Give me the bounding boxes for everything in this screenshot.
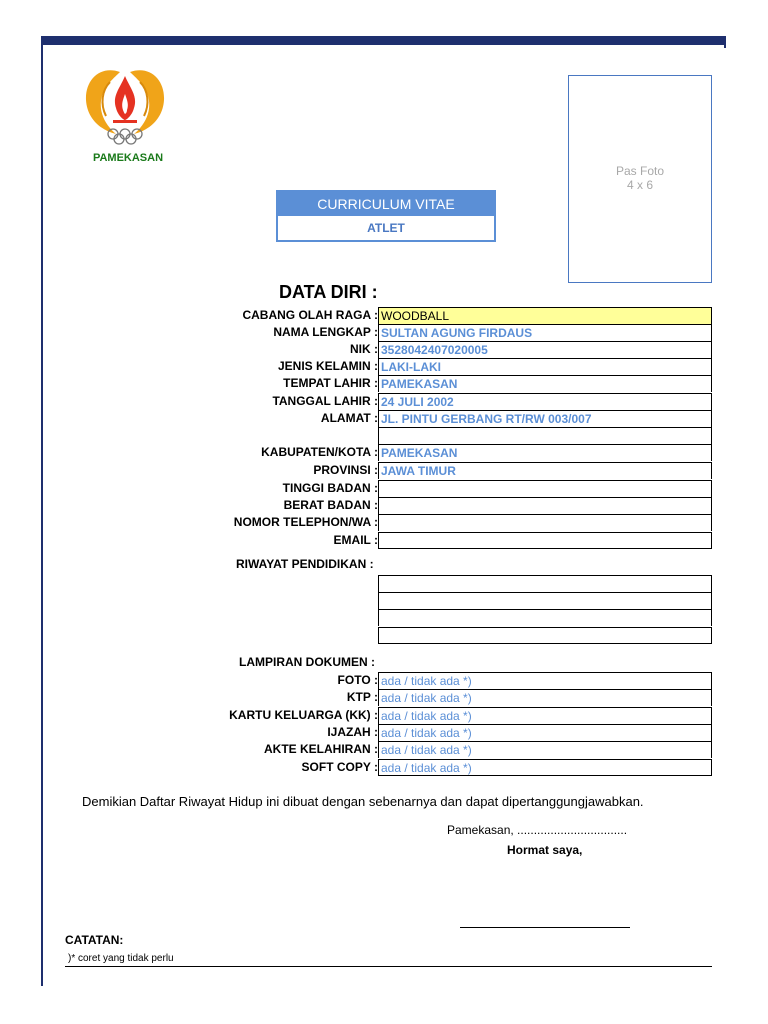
education-row[interactable] [378, 592, 712, 609]
field-value-nik[interactable]: 3528042407020005 [378, 341, 712, 358]
field-value-tanggal-lahir[interactable]: 24 JULI 2002 [378, 393, 712, 410]
catatan-label: CATATAN: [65, 933, 124, 947]
doc-value-ktp[interactable]: ada / tidak ada *) [378, 689, 712, 706]
doc-value-akte[interactable]: ada / tidak ada *) [378, 741, 712, 758]
field-value-provinsi[interactable]: JAWA TIMUR [378, 462, 712, 479]
documents-label: LAMPIRAN DOKUMEN : [239, 655, 375, 669]
page-border-right [724, 36, 726, 48]
field-label: NAMA LENGKAP : [273, 325, 378, 339]
field-label: JENIS KELAMIN : [277, 359, 378, 373]
field-value-berat[interactable] [378, 497, 712, 514]
field-label: PROVINSI : [313, 463, 378, 477]
field-label: KABUPATEN/KOTA : [261, 445, 378, 459]
field-label: TINGGI BADAN : [282, 481, 378, 495]
field-value-cabang[interactable]: WOODBALL [378, 307, 712, 324]
field-value-tinggi[interactable] [378, 480, 712, 497]
logo-text: PAMEKASAN [92, 152, 164, 164]
photo-size: 4 x 6 [626, 178, 653, 192]
field-value-alamat-2[interactable] [378, 427, 712, 444]
doc-label: KARTU KELUARGA (KK) : [229, 708, 378, 722]
photo-placeholder [568, 75, 712, 283]
field-value-alamat[interactable]: JL. PINTU GERBANG RT/RW 003/007 [378, 410, 712, 427]
regards-text: Hormat saya, [507, 843, 583, 857]
field-label: TANGGAL LAHIR : [272, 394, 378, 408]
note-underline [65, 966, 712, 967]
field-value-jenis-kelamin[interactable]: LAKI-LAKI [378, 358, 712, 375]
education-label: RIWAYAT PENDIDIKAN : [236, 557, 374, 571]
field-label: NOMOR TELEPHON/WA : [233, 515, 378, 529]
field-value-kabupaten[interactable]: PAMEKASAN [378, 444, 712, 461]
education-row[interactable] [378, 575, 712, 592]
field-value-email[interactable] [378, 532, 712, 549]
place-date: Pamekasan, ................................. [447, 823, 628, 837]
field-value-nama[interactable]: SULTAN AGUNG FIRDAUS [378, 324, 712, 341]
education-row[interactable] [378, 627, 712, 644]
signature-line [460, 927, 630, 928]
koni-logo-icon [80, 60, 170, 150]
cv-title: CURRICULUM VITAE [278, 192, 494, 216]
field-value-tempat-lahir[interactable]: PAMEKASAN [378, 375, 712, 392]
field-label: NIK : [350, 342, 378, 356]
doc-label: SOFT COPY : [301, 760, 378, 774]
field-label: EMAIL : [333, 533, 378, 547]
field-value-telephon[interactable] [378, 514, 712, 531]
photo-label: Pas Foto [615, 164, 665, 178]
doc-label: IJAZAH : [327, 725, 378, 739]
doc-value-foto[interactable]: ada / tidak ada *) [378, 672, 712, 689]
field-label: BERAT BADAN : [283, 498, 378, 512]
field-label: CABANG OLAH RAGA : [242, 308, 378, 322]
doc-value-softcopy[interactable]: ada / tidak ada *) [378, 759, 712, 776]
statement-text: Demikian Daftar Riwayat Hidup ini dibuat dengan sebenarnya dan dapat dipertanggungjawabkan. [82, 794, 644, 809]
doc-value-kk[interactable]: ada / tidak ada *) [378, 707, 712, 724]
data-diri-heading: DATA DIRI : [279, 282, 378, 302]
education-row[interactable] [378, 609, 712, 626]
doc-label: KTP : [346, 690, 378, 704]
cv-title-box [276, 190, 496, 242]
field-label: TEMPAT LAHIR : [283, 376, 378, 390]
catatan-note: )* coret yang tidak perlu [68, 953, 174, 964]
doc-value-ijazah[interactable]: ada / tidak ada *) [378, 724, 712, 741]
doc-label: AKTE KELAHIRAN : [264, 742, 378, 756]
field-label: ALAMAT : [320, 411, 378, 425]
cv-subtitle: ATLET [367, 221, 405, 235]
doc-label: FOTO : [337, 673, 378, 687]
